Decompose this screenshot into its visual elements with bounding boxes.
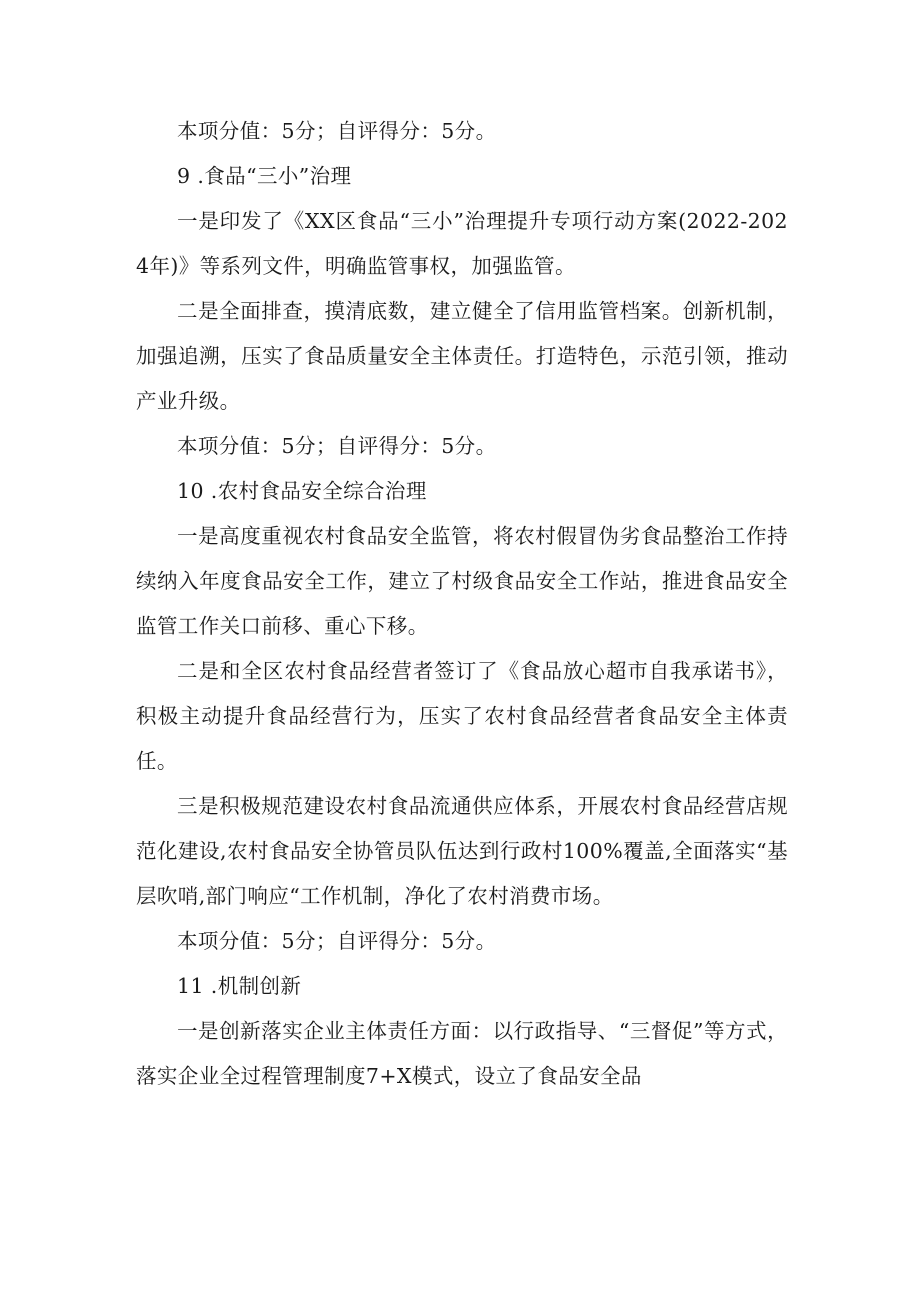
paragraph-10-1: 一是高度重视农村食品安全监管，将农村假冒伪劣食品整治工作持续纳入年度食品安全工作，建立了村级食品安全工作站，推进食品安全监管工作关口前移、重心下移。	[136, 524, 788, 638]
paragraph-11-1: 一是创新落实企业主体责任方面：以行政指导、“三督促”等方式，落实企业全过程管理制度7+X模式，设立了食品安全品	[136, 1019, 788, 1088]
section-heading-10: 10 .农村食品安全综合治理	[177, 479, 427, 503]
section-heading-9: 9 .食品“三小”治理	[177, 164, 352, 188]
paragraph-10-3: 三是积极规范建设农村食品流通供应体系，开展农村食品经营店规范化建设,农村食品安全协管员队伍达到行政村100%覆盖,全面落实“基层吹哨,部门响应“工作机制，净化了农村消费市场。	[136, 794, 788, 908]
score-line-1: 本项分值：5分；自评得分：5分。	[177, 119, 497, 143]
paragraph-9-2: 二是全面排查，摸清底数，建立健全了信用监管档案。创新机制，加强追溯，压实了食品质量安全主体责任。打造特色，示范引领，推动产业升级。	[136, 299, 788, 413]
score-line-3: 本项分值：5分；自评得分：5分。	[177, 929, 497, 953]
document-body	[136, 109, 788, 1099]
score-line-2: 本项分值：5分；自评得分：5分。	[177, 434, 497, 458]
paragraph-10-2: 二是和全区农村食品经营者签订了《食品放心超市自我承诺书》，积极主动提升食品经营行为，压实了农村食品经营者食品安全主体责任。	[136, 659, 788, 773]
paragraph-9-1: 一是印发了《XX区食品“三小”治理提升专项行动方案(2022-2024年)》等系列文件，明确监管事权，加强监管。	[136, 209, 788, 278]
section-heading-11: 11 .机制创新	[177, 974, 302, 998]
